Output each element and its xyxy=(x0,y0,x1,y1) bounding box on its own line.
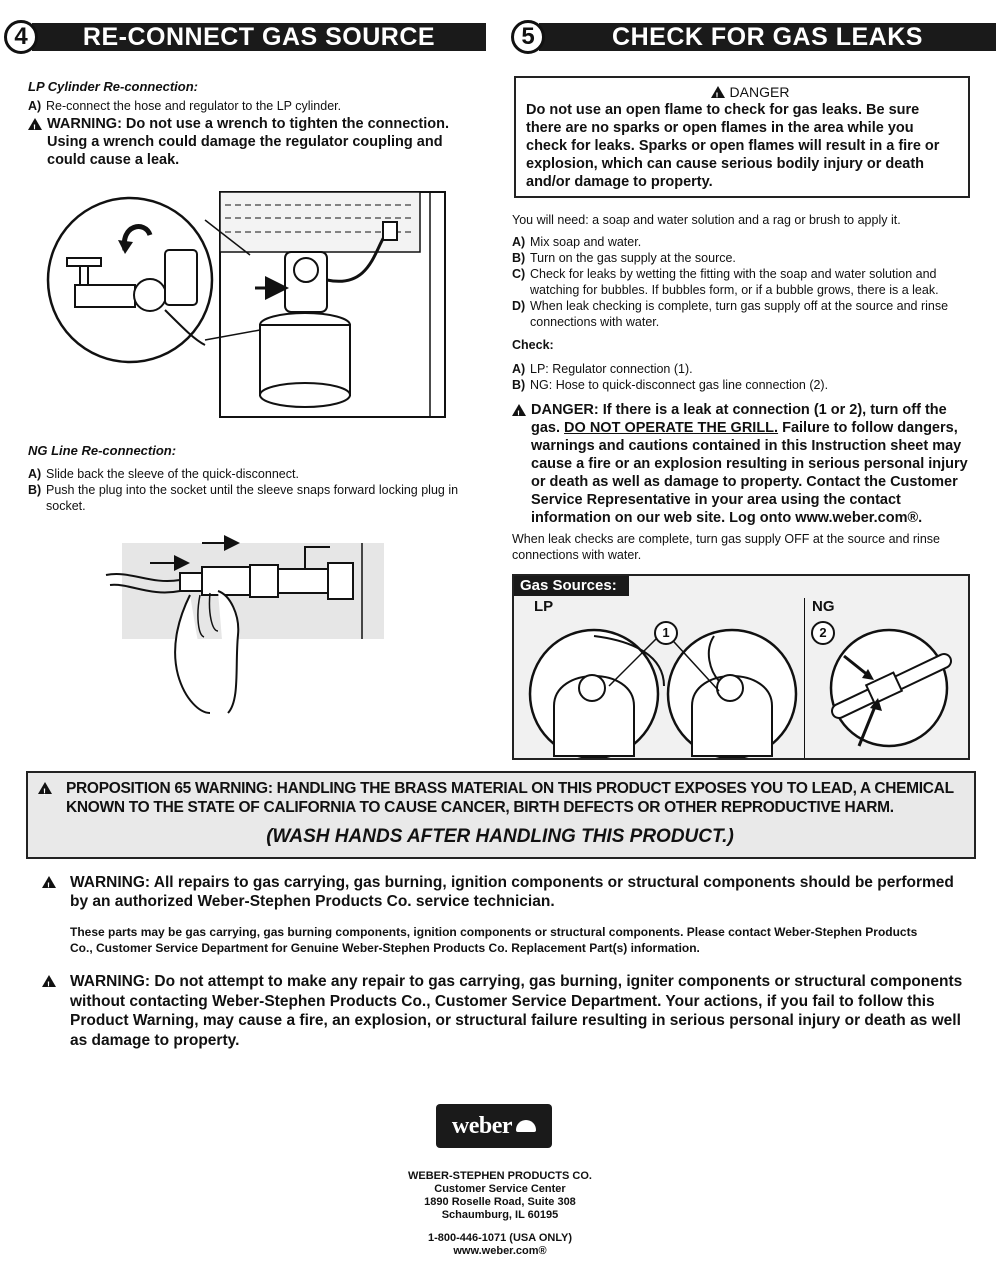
lp-heading: LP Cylinder Re-connection: xyxy=(28,79,198,94)
parts-note: These parts may be gas carrying, gas burning components, ignition components or structural components. Please contact Weber-Stephen Products Co., Customer Service Department for Genuine Weber-Stephen Products Co. Replacement Part(s) information. xyxy=(70,925,918,955)
repair-warning-text: WARNING: All repairs to gas carrying, gas burning, ignition components or structural components should be performed by an authorized Weber-Stephen Products Co. service technician. xyxy=(70,874,954,910)
ng-step-a xyxy=(28,466,488,482)
callout-1: 1 xyxy=(654,621,678,645)
section-4-title: RE-CONNECT GAS SOURCE xyxy=(32,23,486,51)
ng-quick-disconnect-illustration xyxy=(100,525,390,715)
ng-step-b xyxy=(28,482,488,514)
footer-web[interactable]: www.weber.com® xyxy=(453,1245,547,1257)
weber-logo-text: weber xyxy=(451,1112,513,1139)
leak-step-b-key: B) xyxy=(512,251,526,265)
check-item-a-text: LP: Regulator connection (1). xyxy=(530,362,693,376)
prop65-warning xyxy=(38,779,962,817)
danger-box xyxy=(514,76,970,198)
section-5-title: CHECK FOR GAS LEAKS xyxy=(539,23,996,51)
ng-step-b-key: B) xyxy=(28,483,42,497)
leak-step-b-text: Turn on the gas supply at the source. xyxy=(530,251,736,265)
check-item-a xyxy=(512,361,972,377)
after-leak-text: When leak checks are complete, turn gas supply OFF at the source and rinse connections with water. xyxy=(512,532,940,562)
section-4-number: 4 xyxy=(4,20,38,54)
leak-step-d xyxy=(512,298,970,330)
danger-title: DANGER xyxy=(729,84,790,100)
ng-heading: NG Line Re-connection: xyxy=(28,443,177,458)
lp-step-a-text: Re-connect the hose and regulator to the LP cylinder. xyxy=(46,99,342,113)
danger-leak-underline: DO NOT OPERATE THE GRILL. xyxy=(564,420,779,436)
leak-step-a-text: Mix soap and water. xyxy=(530,235,642,249)
prop65-text: PROPOSITION 65 WARNING: HANDLING THE BRASS MATERIAL ON THIS PRODUCT EXPOSES YOU TO LEAD, A CHEMICAL KNOWN TO THE STATE OF CALIFORNIA TO CAUSE CANCER, BIRTH DEFECTS OR OTHER REPRODUCTIVE HARM. xyxy=(66,780,954,816)
lp-label: LP xyxy=(534,598,554,615)
prop65-box xyxy=(26,771,976,859)
gas-sources-illustration xyxy=(514,616,968,758)
check-items xyxy=(512,361,972,393)
leak-step-a-key: A) xyxy=(512,235,526,249)
check-item-a-key: A) xyxy=(512,362,526,376)
ng-step-a-text: Slide back the sleeve of the quick-disconnect. xyxy=(46,467,299,481)
leak-step-d-text: When leak checking is complete, turn gas supply off at the source and rinse connections with water. xyxy=(530,299,949,329)
check-item-b xyxy=(512,377,972,393)
footer-address xyxy=(300,1170,700,1258)
section-4-header xyxy=(4,20,486,54)
footer-dept: Customer Service Center xyxy=(434,1183,566,1195)
ng-step-b-text: Push the plug into the socket until the sleeve snaps forward locking plug in socket. xyxy=(46,483,459,513)
leak-step-b xyxy=(512,250,970,266)
no-repair-warning-text: WARNING: Do not attempt to make any repair to gas carrying, gas burning, igniter components or structural components without contacting Weber-Stephen Products Co., Customer Service Department. Your actions, if you fail to follow this Product Warning, may cause a fire, an explosion, or structural failure resulting in serious personal injury or death as well as damage to property. xyxy=(70,973,963,1049)
check-item-b-key: B) xyxy=(512,378,526,392)
danger-leak-text xyxy=(531,401,972,527)
danger-leak-warning xyxy=(512,401,972,527)
check-item-b-text: NG: Hose to quick-disconnect gas line connection (2). xyxy=(530,378,829,392)
you-will-need: You will need: a soap and water solution and a rag or brush to apply it. xyxy=(512,213,901,227)
lp-step-a-key: A) xyxy=(28,99,42,113)
kettle-grill-icon xyxy=(516,1120,536,1132)
leak-steps xyxy=(512,234,970,330)
danger-heading xyxy=(542,83,958,101)
lp-step-a xyxy=(28,98,478,114)
lp-warning-text: WARNING: Do not use a wrench to tighten the connection. Using a wrench could damage the regulator coupling and could cause a leak. xyxy=(47,116,449,168)
section-5-header xyxy=(511,20,996,54)
leak-step-c-text: Check for leaks by wetting the fitting with the soap and water solution and watching for bubbles. If bubbles form, or if a bubble grows, there is a leak. xyxy=(530,267,939,297)
prop65-wash: (WASH HANDS AFTER HANDLING THIS PRODUCT.) xyxy=(266,826,734,847)
no-repair-warning xyxy=(42,972,967,1050)
repair-warning xyxy=(42,873,962,911)
ng-label: NG xyxy=(812,598,835,615)
callout-2: 2 xyxy=(811,621,835,645)
no-repair-warning-icon xyxy=(42,975,56,987)
leak-step-d-key: D) xyxy=(512,299,526,313)
gas-sources-label: Gas Sources: xyxy=(514,576,629,596)
gas-sources-panel xyxy=(512,574,970,760)
repair-warning-icon xyxy=(42,876,56,888)
ng-step-a-key: A) xyxy=(28,467,42,481)
leak-step-a xyxy=(512,234,970,250)
warning-icon xyxy=(28,118,42,130)
danger-icon xyxy=(711,86,725,98)
danger-leak-lead: DANGER: If there is a leak at connection (1 or 2), turn off the gas. xyxy=(531,402,947,436)
footer-phone: 1-800-446-1071 (USA ONLY) xyxy=(427,1232,573,1244)
danger-leak-icon xyxy=(512,404,526,416)
check-heading: Check: xyxy=(512,338,554,352)
danger-leak-rest: Failure to follow dangers, warnings and cautions contained in this Instruction sheet may cause a fire or an explosion resulting in serious personal injury or death as well as damage to property. Contact the Customer Service Representative in your area using the contact information on our web site. Log onto www.weber.com®. xyxy=(531,420,968,526)
weber-logo xyxy=(436,1104,552,1148)
prop65-icon xyxy=(38,782,52,794)
danger-text: Do not use an open flame to check for gas leaks. Be sure there are no sparks or open flames in the area while you check for leaks. Sparks or open flames will result in a fire or explosion, which can cause serious bodily injury or death and/or damage to property. xyxy=(526,102,940,190)
lp-warning xyxy=(28,115,468,169)
footer-city: Schaumburg, IL 60195 xyxy=(441,1209,559,1221)
leak-step-c xyxy=(512,266,970,298)
leak-step-c-key: C) xyxy=(512,267,526,281)
lp-cylinder-illustration xyxy=(45,180,450,425)
section-5-number: 5 xyxy=(511,20,545,54)
footer-company: WEBER-STEPHEN PRODUCTS CO. xyxy=(408,1170,592,1182)
footer-street: 1890 Roselle Road, Suite 308 xyxy=(424,1196,576,1208)
